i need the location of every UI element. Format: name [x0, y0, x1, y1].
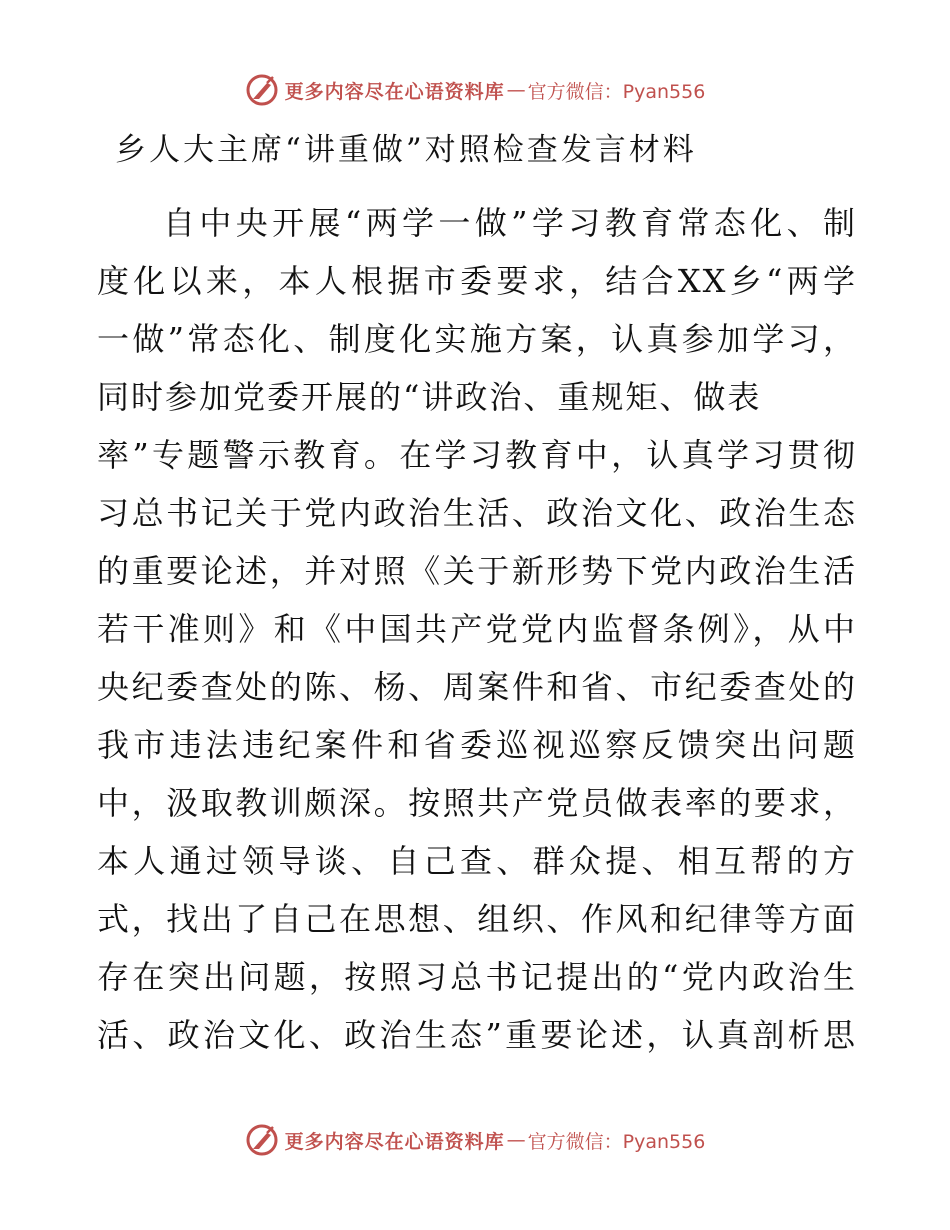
document-body: [97, 194, 857, 1064]
document-title: 乡人大主席“讲重做”对照检查发言材料: [115, 132, 697, 168]
watermark-wechat: 官方微信：Pyan556: [527, 1130, 706, 1153]
body-line: 央纪委查处的陈、杨、周案件和省、市纪委查处的: [97, 668, 857, 706]
body-line: 式，找出了自己在思想、组织、作风和纪律等方面: [97, 900, 857, 938]
quill-logo-icon: [245, 1123, 279, 1157]
body-line: 习总书记关于党内政治生活、政治文化、政治生态: [97, 494, 857, 532]
watermark-brand: 更多内容尽在心语资料库: [284, 80, 505, 103]
body-line: 自中央开展“两学一做”学习教育常态化、制: [163, 204, 857, 242]
watermark-separator: —: [506, 79, 526, 101]
body-line: 本人通过领导谈、自己查、群众提、相互帮的方: [97, 842, 857, 880]
watermark-wechat: 官方微信：Pyan556: [527, 80, 706, 103]
body-line: 一做”常态化、制度化实施方案，认真参加学习，: [97, 320, 857, 358]
watermark-brand: 更多内容尽在心语资料库: [284, 1130, 505, 1153]
body-line: 的重要论述，并对照《关于新形势下党内政治生活: [97, 552, 857, 590]
quill-logo-icon: [245, 73, 279, 107]
watermark-banner-top: [0, 70, 950, 110]
body-line: 度化以来，本人根据市委要求，结合XX乡“两学: [97, 262, 857, 300]
body-line: 活、政治文化、政治生态”重要论述，认真剖析思: [97, 1016, 857, 1054]
body-line: 中，汲取教训颇深。按照共产党员做表率的要求，: [97, 784, 857, 822]
body-line: 若干准则》和《中国共产党党内监督条例》，从中: [97, 610, 857, 648]
body-line: 我市违法违纪案件和省委巡视巡察反馈突出问题: [97, 726, 857, 764]
body-line: 同时参加党委开展的“讲政治、重规矩、做表: [97, 378, 762, 416]
body-line: 率”专题警示教育。在学习教育中，认真学习贯彻: [97, 436, 857, 474]
watermark-separator: —: [506, 1129, 526, 1151]
body-line: 存在突出问题，按照习总书记提出的“党内政治生: [97, 958, 857, 996]
watermark-banner-bottom: [0, 1120, 950, 1160]
